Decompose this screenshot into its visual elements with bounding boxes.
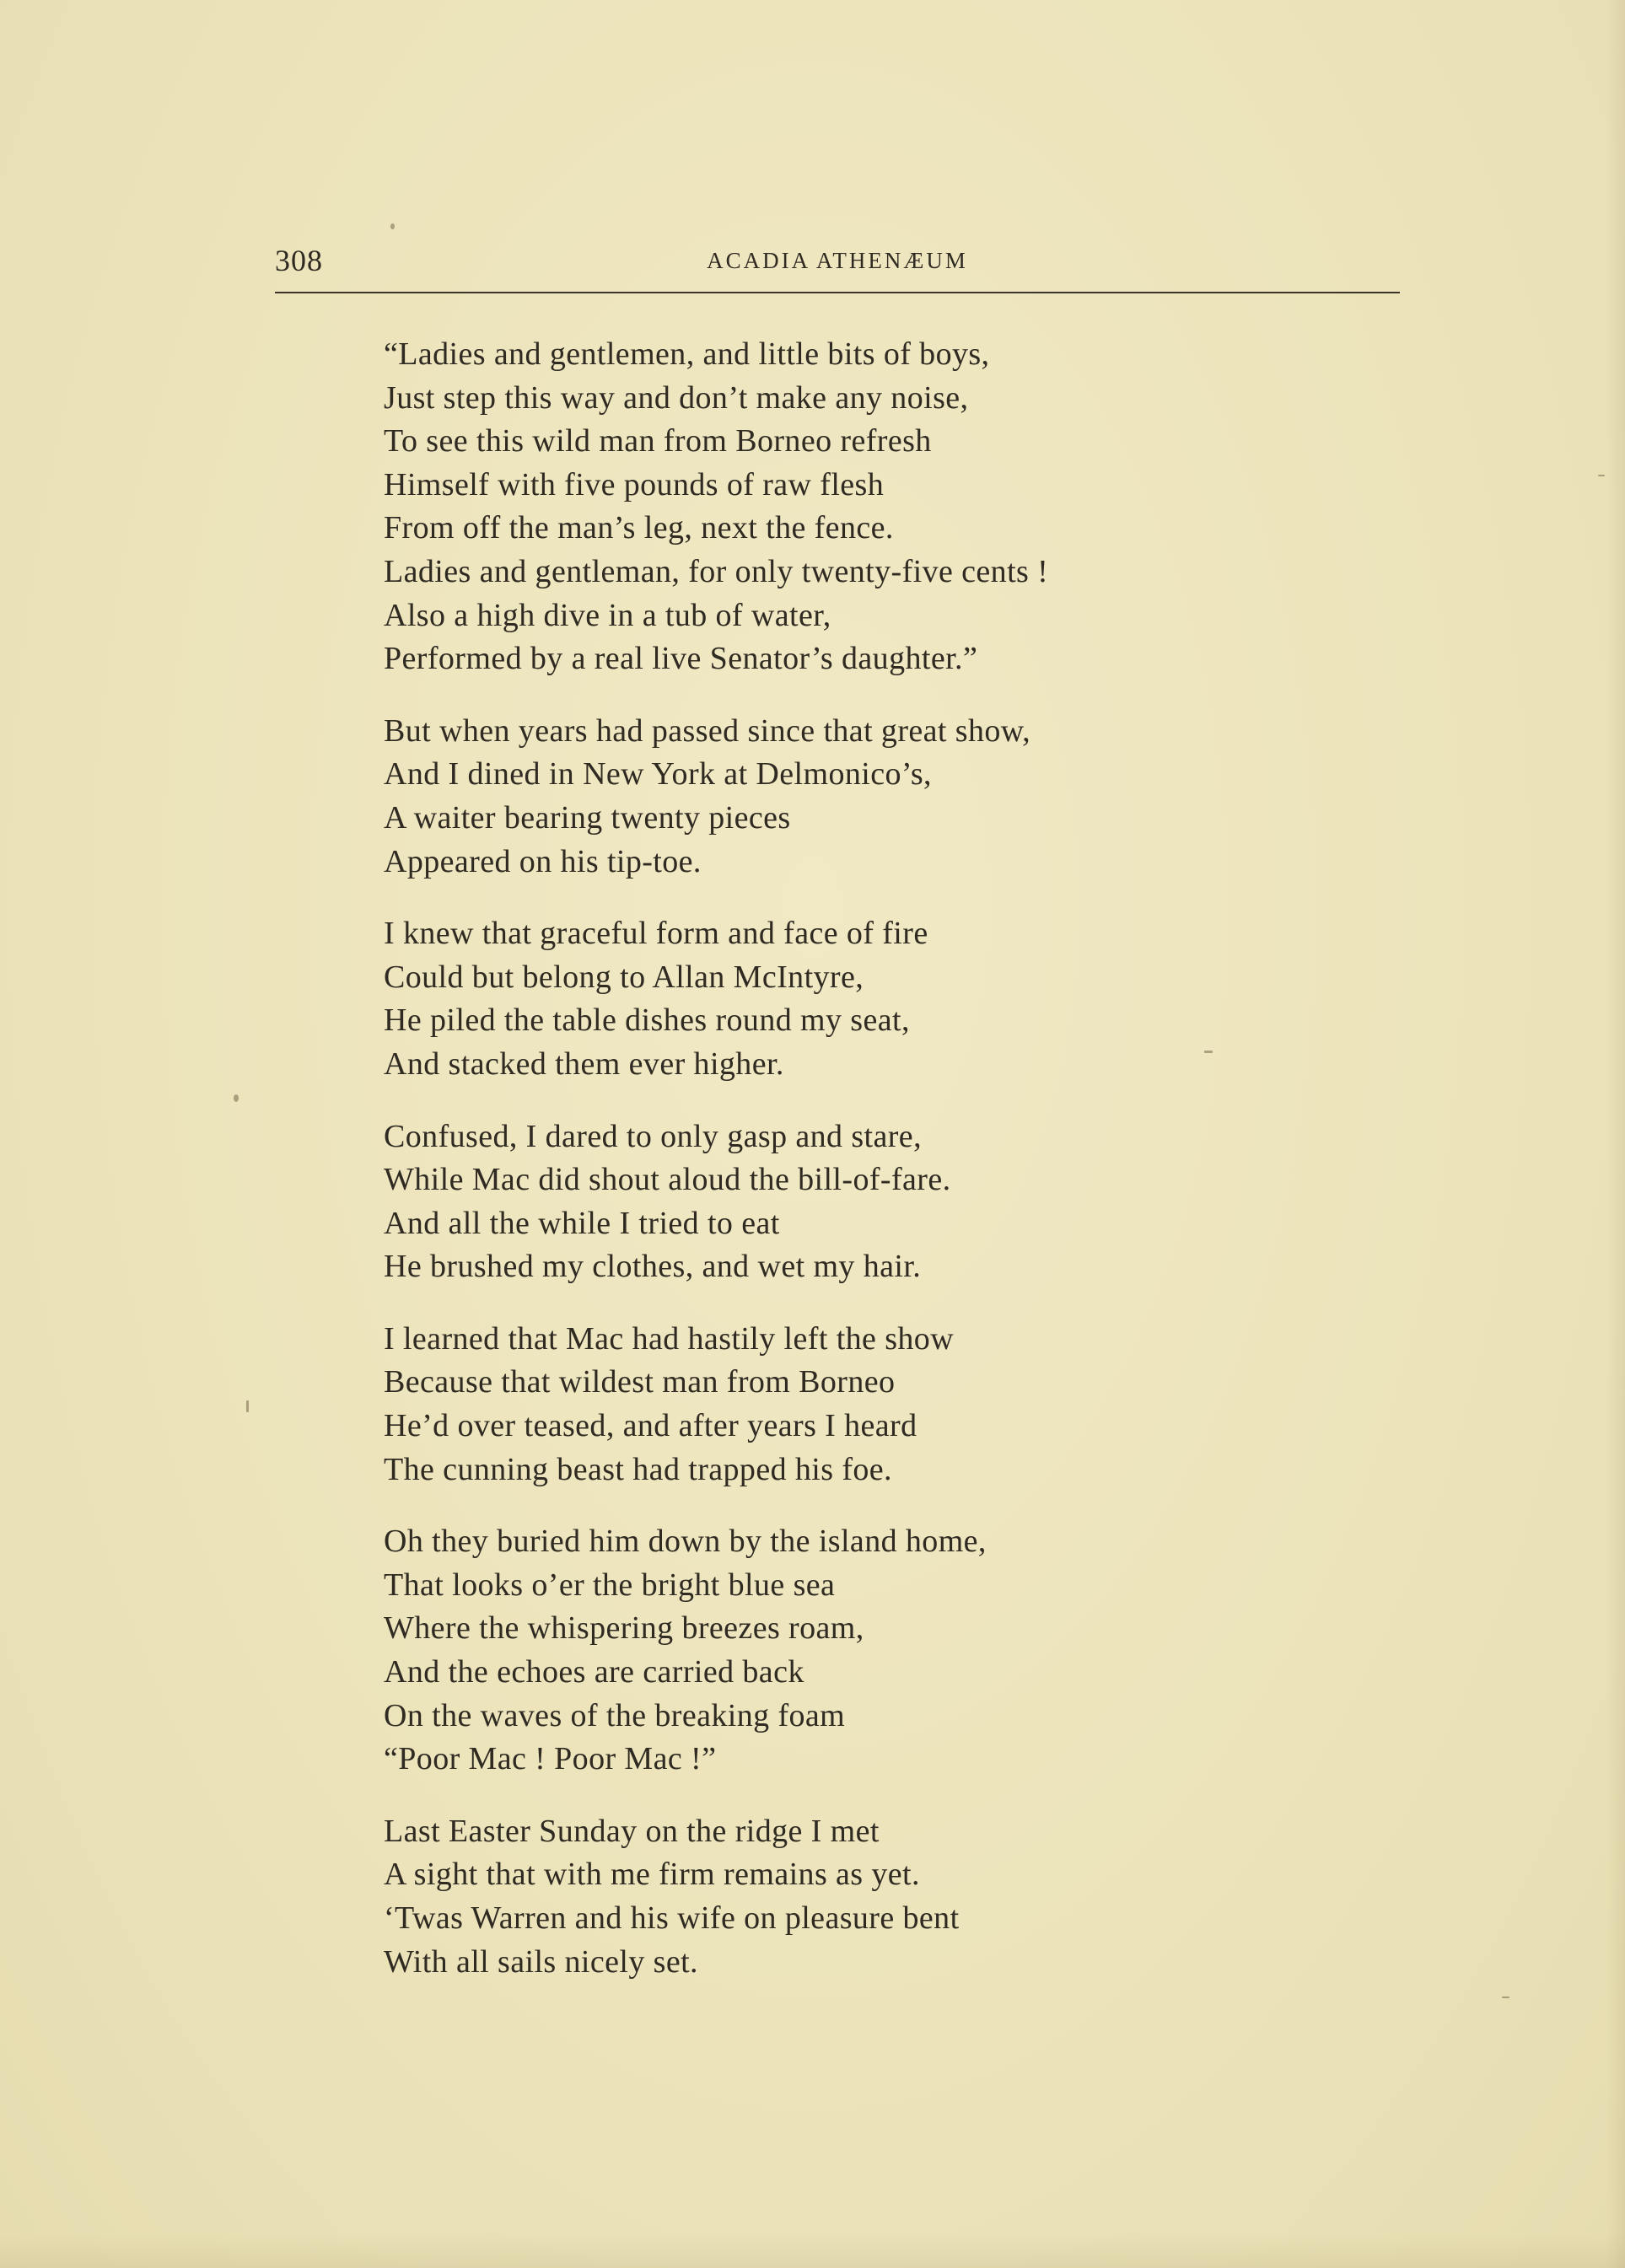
poem-line: The cunning beast had trapped his foe. — [384, 1451, 892, 1487]
poem-line: “Poor Mac ! Poor Mac !” — [384, 1741, 717, 1777]
stanza-4 — [384, 1115, 1311, 1289]
paper-speck — [234, 1094, 239, 1102]
poem-line: That looks o’er the bright blue sea — [384, 1567, 836, 1603]
stanza-3 — [384, 912, 1311, 1086]
poem-line: Could but belong to Allan McIntyre, — [384, 959, 864, 995]
poem-line: Appeared on his tip-toe. — [384, 843, 702, 879]
poem-line: Also a high dive in a tub of water, — [384, 597, 831, 633]
poem-line: While Mac did shout aloud the bill-of-fare. — [384, 1162, 951, 1198]
poem-line: Ladies and gentleman, for only twenty-five cents ! — [384, 553, 1049, 589]
running-head — [275, 243, 1400, 293]
poem — [384, 333, 1311, 2013]
journal-title: ACADIA ATHENÆUM — [707, 248, 968, 273]
page-number: 308 — [275, 244, 323, 277]
poem-line: He piled the table dishes round my seat, — [384, 1002, 910, 1039]
page-edge-shadow — [1606, 0, 1625, 2268]
poem-line: And the echoes are carried back — [384, 1654, 804, 1690]
poem-line: And all the while I tried to eat — [384, 1205, 780, 1241]
stanza-7 — [384, 1810, 1311, 1984]
poem-line: ‘Twas Warren and his wife on pleasure bent — [384, 1900, 960, 1936]
poem-line: Because that wildest man from Borneo — [384, 1364, 896, 1400]
poem-line: He brushed my clothes, and wet my hair. — [384, 1249, 922, 1285]
paper-speck — [390, 223, 395, 229]
paper-speck — [1502, 1997, 1509, 1998]
paper-speck — [246, 1400, 249, 1412]
poem-line: And stacked them ever higher. — [384, 1045, 784, 1082]
poem-line: I learned that Mac had hastily left the show — [384, 1320, 955, 1357]
poem-line: Where the whispering breezes roam, — [384, 1610, 864, 1647]
stanza-2 — [384, 710, 1311, 884]
poem-line: From off the man’s leg, next the fence. — [384, 510, 894, 546]
paper-speck — [1598, 475, 1605, 476]
stanza-5 — [384, 1318, 1311, 1491]
poem-line: Confused, I dared to only gasp and stare, — [384, 1118, 922, 1154]
poem-line: Last Easter Sunday on the ridge I met — [384, 1813, 880, 1849]
page-bottom-shadow — [0, 2234, 1625, 2268]
poem-line: Oh they buried him down by the island home, — [384, 1524, 987, 1560]
poem-line: With all sails nicely set. — [384, 1943, 698, 1980]
poem-line: A sight that with me firm remains as yet. — [384, 1857, 920, 1893]
poem-line: Himself with five pounds of raw flesh — [384, 466, 885, 503]
poem-line: But when years had passed since that great show, — [384, 712, 1031, 749]
poem-line: A waiter bearing twenty pieces — [384, 799, 791, 836]
poem-line: Just step this way and don’t make any noise, — [384, 379, 969, 416]
poem-line: To see this wild man from Borneo refresh — [384, 423, 932, 460]
poem-line: On the waves of the breaking foam — [384, 1697, 846, 1733]
header-rule — [275, 292, 1400, 293]
poem-line: And I dined in New York at Delmonico’s, — [384, 756, 932, 793]
stanza-1 — [384, 333, 1311, 681]
stanza-6 — [384, 1520, 1311, 1782]
poem-line: Performed by a real live Senator’s daughter.” — [384, 641, 978, 677]
poem-line: I knew that graceful form and face of fire — [384, 916, 928, 952]
paper-speck — [1204, 1051, 1213, 1053]
poem-line: He’d over teased, and after years I heard — [384, 1408, 917, 1444]
poem-line: “Ladies and gentlemen, and little bits of boys, — [384, 336, 990, 372]
